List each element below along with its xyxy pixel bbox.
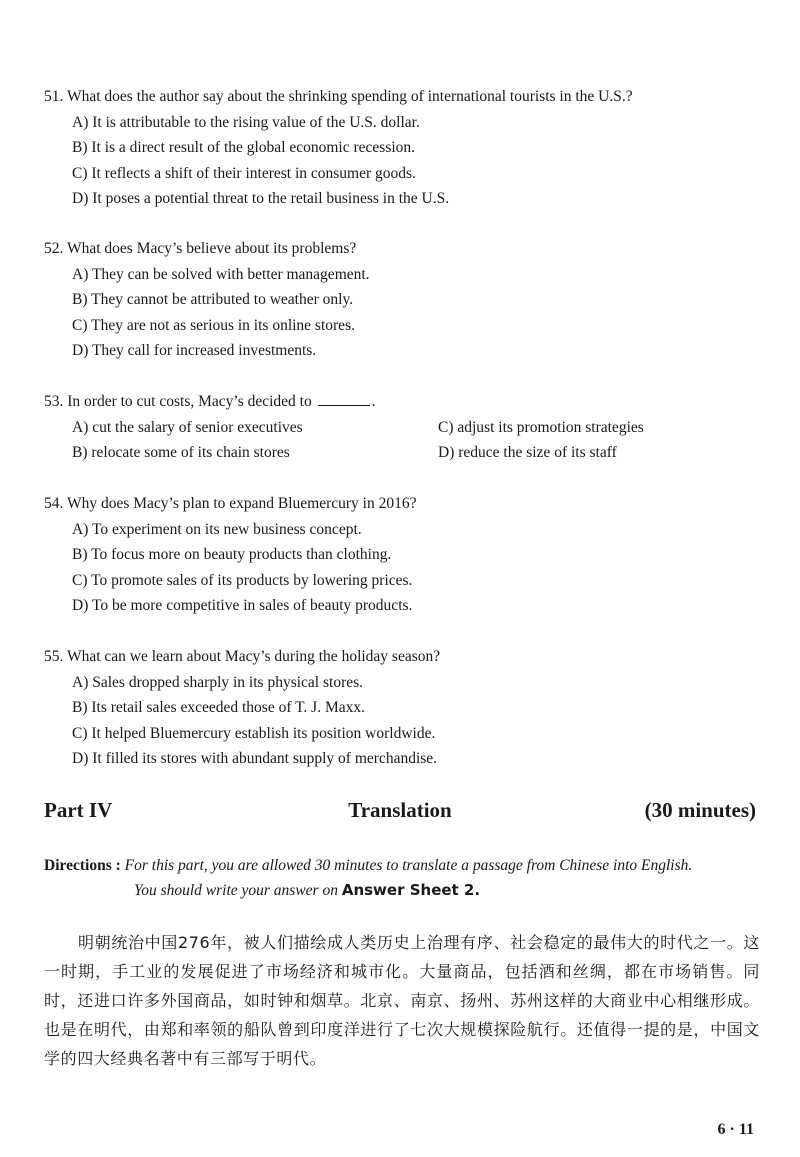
option-a: A) To experiment on its new business concept. [72,520,362,538]
question-53 [44,389,764,466]
answer-sheet-label: Answer Sheet 2. [341,881,481,899]
question-stem: 55. What can we learn about Macy’s during the holiday season? [44,648,441,665]
option-b: B) Its retail sales exceeded those of T. J. Maxx. [72,699,365,716]
question-54 [44,491,764,619]
stem-text: 53. In order to cut costs, Macy’s decided to [44,393,312,410]
stem-end: . [371,393,376,410]
option-a: A) Sales dropped sharply in its physical stores. [72,673,364,691]
directions-line-1: For this part, you are allowed 30 minutes to translate a passage from Chinese into English. [124,857,693,874]
option-c: C) adjust its promotion strategies [438,418,644,436]
options-grid [44,415,764,466]
option-d: D) It poses a potential threat to the retail business in the U.S. [72,190,450,207]
question-stem: 54. Why does Macy’s plan to expand Bluemercury in 2016? [44,495,417,512]
option-c: C) To promote sales of its products by lowering prices. [72,571,413,589]
option-c: C) It helped Bluemercury establish its position worldwide. [72,724,436,742]
option-b: B) To focus more on beauty products than clothing. [72,546,392,563]
part-title: Translation [348,798,452,822]
option-d: D) They call for increased investments. [72,342,317,359]
option-c: C) They are not as serious in its online stores. [72,316,355,334]
option-d: D) To be more competitive in sales of beauty products. [72,597,413,614]
directions-line-2: You should write your answer on [134,882,338,899]
question-51 [44,84,764,212]
question-stem: 51. What does the author say about the shrinking spending of international tourists in the U.S.? [44,88,633,105]
translation-passage: 明朝统治中国276年，被人们描绘成人类历史上治理有序、社会稳定的最伟大的时代之一。这一时期，手工业的发展促进了市场经济和城市化。大量商品，包括酒和丝绸，都在市场销售。同时，还进口许多外国商品，如时钟和烟草。北京、南京、扬州、苏州这样的大商业中心相继形成。也是在明代，由郑和率领的船队曾到印度洋进行了七次大规模探险航行。还值得一提的是，中国文学的四大经典名著中有三部写于明代。 [44,933,760,1068]
option-d: D) It filled its stores with abundant supply of merchandise. [72,750,438,767]
option-c: C) It reflects a shift of their interest in consumer goods. [72,164,416,182]
question-stem [44,389,764,415]
part-time: (30 minutes) [644,798,756,822]
option-b: B) relocate some of its chain stores [72,444,290,461]
question-stem: 52. What does Macy’s believe about its problems? [44,240,357,257]
question-52 [44,236,764,364]
option-b: B) It is a direct result of the global economic recession. [72,139,416,156]
option-a: A) They can be solved with better management. [72,265,370,283]
directions [44,853,764,903]
option-b: B) They cannot be attributed to weather only. [72,291,354,308]
page-number: 6 · 11 [717,1121,754,1138]
part-header [44,798,756,828]
question-55 [44,644,764,772]
option-d: D) reduce the size of its staff [438,444,617,461]
directions-label: Directions : [44,857,121,874]
part-number: Part IV [44,798,113,822]
option-a: A) cut the salary of senior executives [72,418,303,436]
option-a: A) It is attributable to the rising value of the U.S. dollar. [72,113,420,131]
answer-blank [318,390,370,406]
